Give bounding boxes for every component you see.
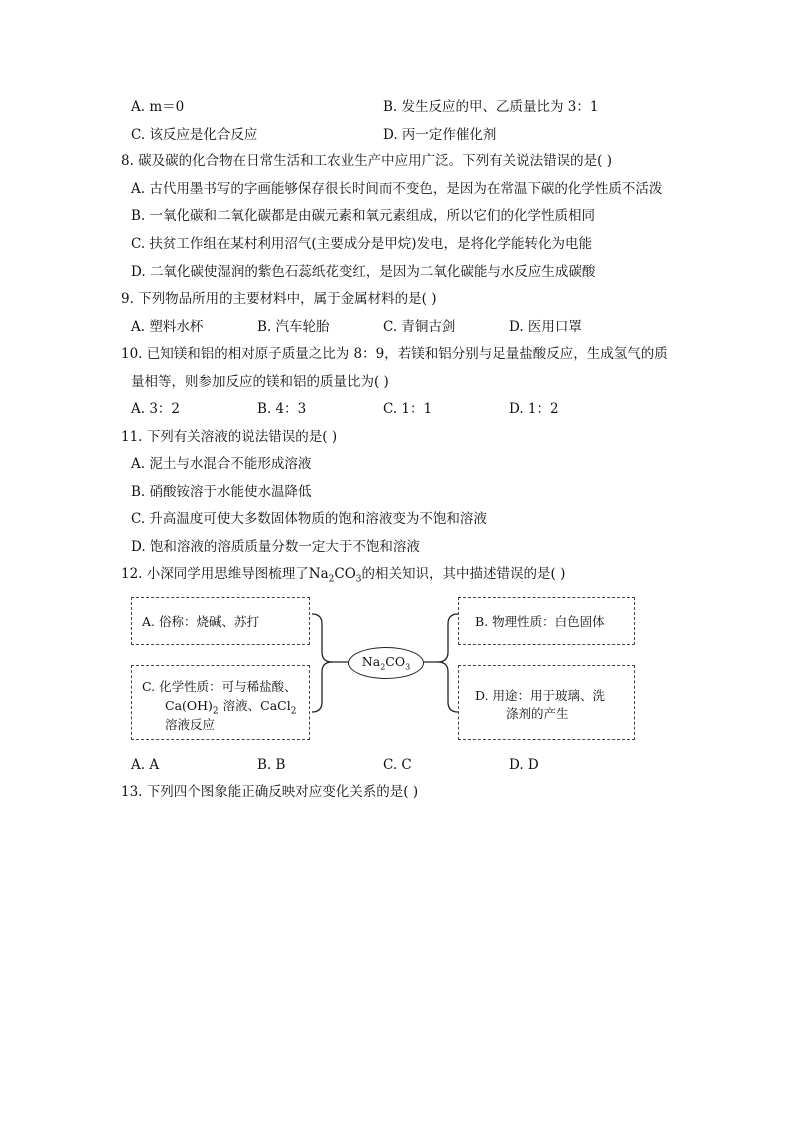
box-d-line1: D. 用途：用于玻璃、洗 <box>475 688 606 703</box>
q8-option-d: D. 二氧化碳使湿润的紫色石蕊纸花变红，是因为二氧化碳能与水反应生成碳酸 <box>131 264 596 280</box>
q9-stem: 9. 下列物品所用的主要材料中，属于金属材料的是( ) <box>121 291 437 307</box>
box-c-line2: $Ca(OH)_2$ 溶液、CaCl$_2$ <box>165 698 297 717</box>
q9-option-a: A. 塑料水杯 <box>131 319 204 335</box>
q8-stem: 8. 碳及碳的化合物在日常生活和工农业生产中应用广泛。下列有关说法错误的是( ) <box>121 153 612 169</box>
q12-option-c: C. C <box>383 757 412 773</box>
q7-option-c: C. 该反应是化合反应 <box>131 127 258 143</box>
mind-map-box-c <box>131 665 310 740</box>
mind-map-box-d <box>458 665 635 740</box>
q12-option-a: A. A <box>131 757 160 773</box>
q7-option-d: D. 丙一定作催化剂 <box>383 127 497 143</box>
q12-stem-post: 的相关知识，其中描述错误的是( ) <box>361 566 566 582</box>
mind-map-center-ellipse <box>348 647 424 679</box>
q10-option-a: A. 3：2 <box>131 401 181 417</box>
q10-stem-line1: 10. 已知镁和铝的相对原子质量之比为 8：9，若镁和铝分别与足量盐酸反应，生成氢气的质 <box>121 346 668 362</box>
q10-stem-line2: 量相等，则参加反应的镁和铝的质量比为( ) <box>131 374 389 390</box>
q11-stem: 11. 下列有关溶液的说法错误的是( ) <box>121 429 338 445</box>
q12-stem-pre: 12. 小深同学用思维导图梳理了 <box>121 566 309 582</box>
q7-option-b: B. 发生反应的甲、乙质量比为 3：1 <box>383 99 599 115</box>
q9-option-d: D. 医用口罩 <box>509 319 582 335</box>
q10-option-d: D. 1：2 <box>509 401 559 417</box>
q10-option-b: B. 4：3 <box>257 401 307 417</box>
q12-stem-formula: $Na_2CO_3$ <box>308 566 362 585</box>
q11-option-d: D. 饱和溶液的溶质质量分数一定大于不饱和溶液 <box>131 539 420 555</box>
q11-option-a: A. 泥土与水混合不能形成溶液 <box>131 456 312 472</box>
mind-map-box-b <box>458 597 635 645</box>
center-formula: $Na_2CO_3$ <box>361 654 411 672</box>
q9-option-c: C. 青铜古剑 <box>383 319 456 335</box>
q11-option-c: C. 升高温度可使大多数固体物质的饱和溶液变为不饱和溶液 <box>131 511 487 527</box>
q8-option-c: C. 扶贫工作组在某村利用沼气(主要成分是甲烷)发电，是将化学能转化为电能 <box>131 236 592 252</box>
q8-option-a: A. 古代用墨书写的字画能够保存很长时间而不变色，是因为在常温下碳的化学性质不活泼 <box>131 181 663 197</box>
q9-option-b: B. 汽车轮胎 <box>257 319 330 335</box>
q8-option-b: B. 一氧化碳和二氧化碳都是由碳元素和氧元素组成，所以它们的化学性质相同 <box>131 208 596 224</box>
q13-stem: 13. 下列四个图象能正确反映对应变化关系的是( ) <box>121 784 419 800</box>
q10-option-c: C. 1：1 <box>383 401 433 417</box>
box-a-text: A. 俗称：烧碱、苏打 <box>142 614 259 629</box>
q12-option-d: D. D <box>509 757 539 773</box>
box-c-line3: 溶液反应 <box>165 717 216 732</box>
mind-map-box-a <box>131 597 310 645</box>
box-b-text: B. 物理性质：白色固体 <box>475 614 605 629</box>
q7-option-a: A. m＝0 <box>131 99 185 115</box>
box-d-line2: 涤剂的产生 <box>506 706 569 721</box>
box-c-line1: C. 化学性质：可与稀盐酸、 <box>142 679 297 694</box>
q11-option-b: B. 硝酸铵溶于水能使水温降低 <box>131 484 312 500</box>
q12-option-b: B. B <box>257 757 286 773</box>
